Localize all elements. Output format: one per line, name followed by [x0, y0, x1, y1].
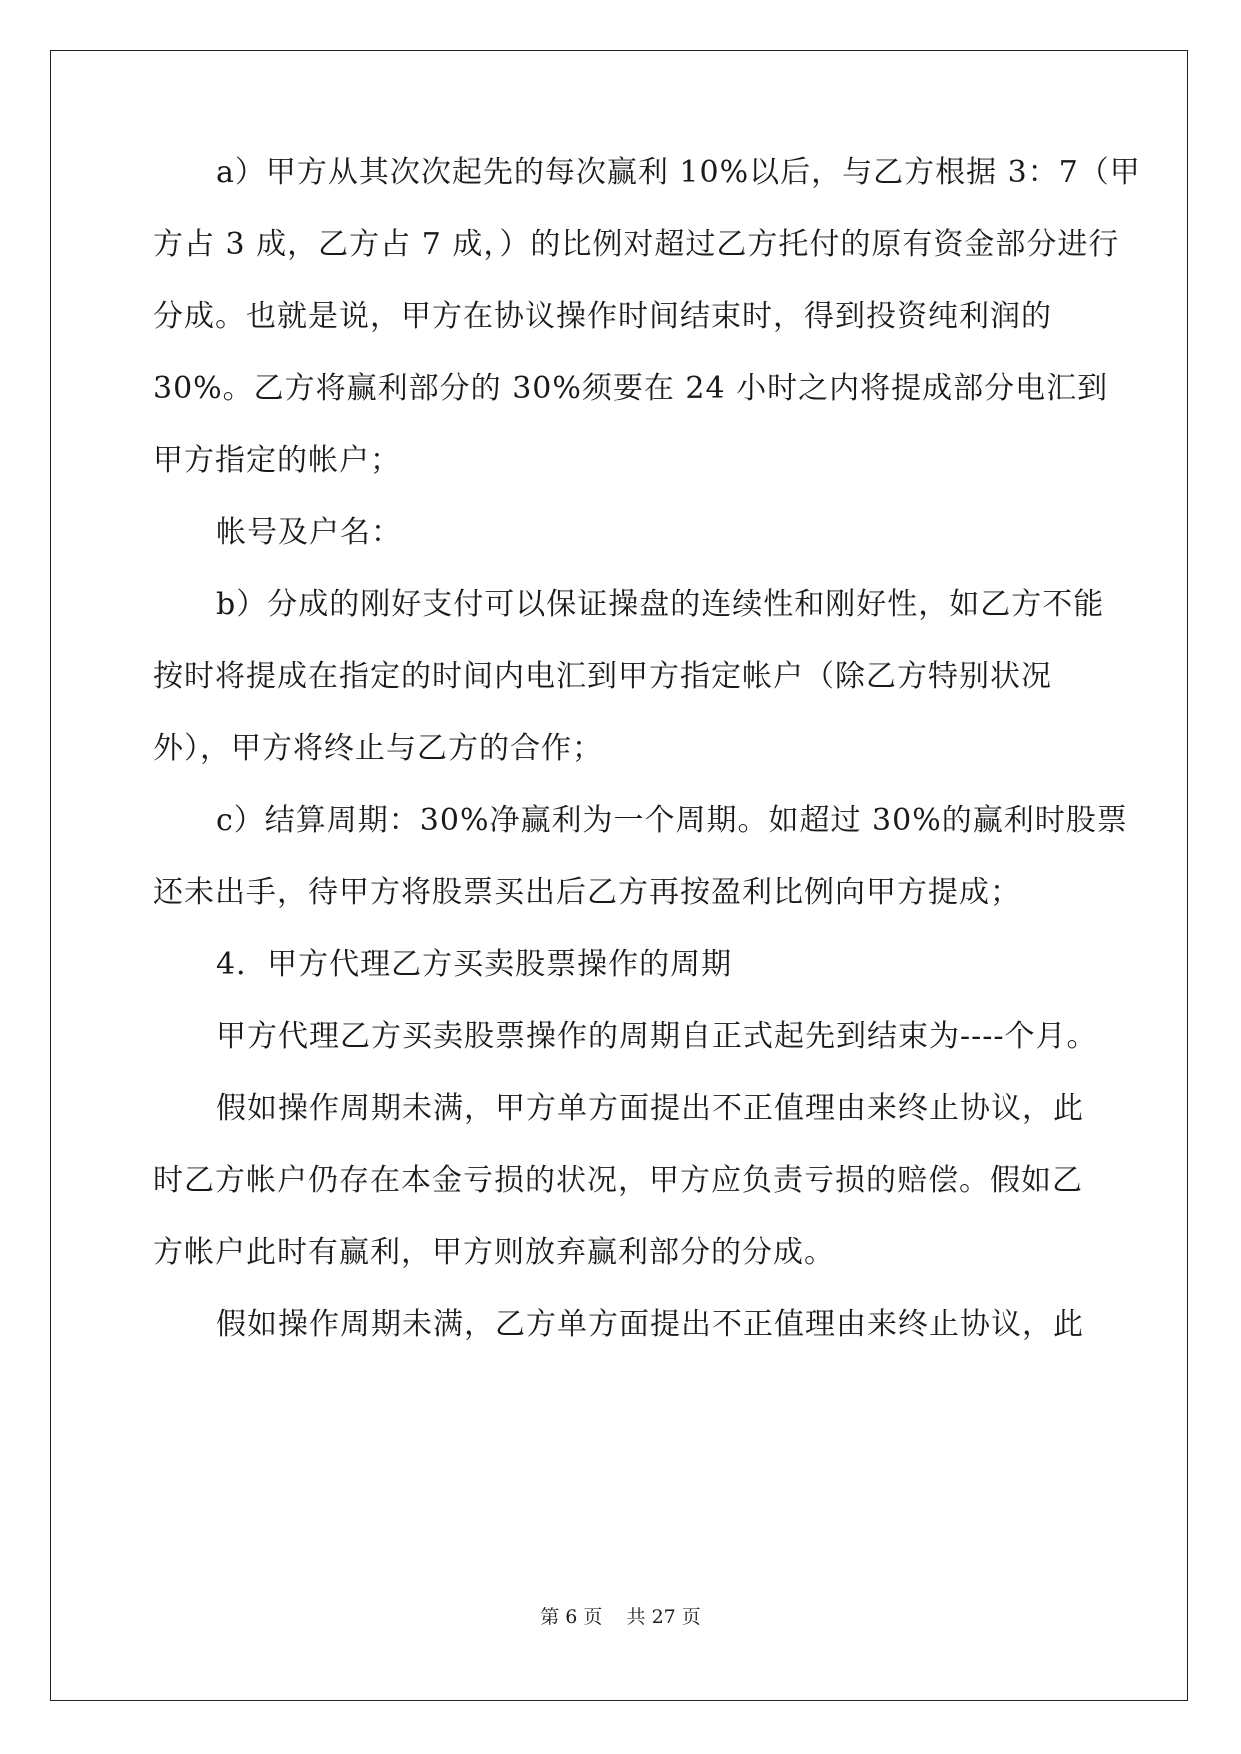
- section-heading: 4．甲方代理乙方买卖股票操作的周期: [216, 947, 733, 982]
- text-line-16: 方帐户此时有赢利，甲方则放弃赢利部分的分成。: [153, 1235, 835, 1270]
- text-line-11: 还未出手，待甲方将股票买出后乙方再按盈利比例向甲方提成；: [153, 875, 1021, 910]
- text-line-17: 假如操作周期未满，乙方单方面提出不正值理由来终止协议，此: [216, 1307, 1084, 1342]
- page-number-footer: 第 6 页 共 27 页: [540, 1606, 701, 1628]
- text-line-4: 30%。乙方将赢利部分的 30%须要在 24 小时之内将提成部分电汇到: [153, 371, 1109, 406]
- text-line-15: 时乙方帐户仍存在本金亏损的状况，甲方应负责亏损的赔偿。假如乙: [153, 1163, 1083, 1198]
- text-line-2: 方占 3 成，乙方占 7 成，）的比例对超过乙方托付的原有资金部分进行: [153, 227, 1120, 262]
- text-line-10: c）结算周期：30%净赢利为一个周期。如超过 30%的赢利时股票: [216, 803, 1128, 838]
- text-line-13: 甲方代理乙方买卖股票操作的周期自正式起先到结束为----个月。: [216, 1019, 1098, 1054]
- text-line-7: b）分成的刚好支付可以保证操盘的连续性和刚好性，如乙方不能: [216, 587, 1105, 622]
- text-line-14: 假如操作周期未满，甲方单方面提出不正值理由来终止协议，此: [216, 1091, 1084, 1126]
- text-line-5: 甲方指定的帐户；: [153, 443, 401, 478]
- text-line-1: a）甲方从其次次起先的每次赢利 10%以后，与乙方根据 3：7（甲: [216, 155, 1141, 190]
- text-line-9: 外），甲方将终止与乙方的合作；: [153, 731, 603, 766]
- text-line-6: 帐号及户名：: [216, 515, 402, 550]
- text-line-3: 分成。也就是说，甲方在协议操作时间结束时，得到投资纯利润的: [153, 299, 1052, 334]
- text-line-8: 按时将提成在指定的时间内电汇到甲方指定帐户（除乙方特别状况: [153, 659, 1052, 694]
